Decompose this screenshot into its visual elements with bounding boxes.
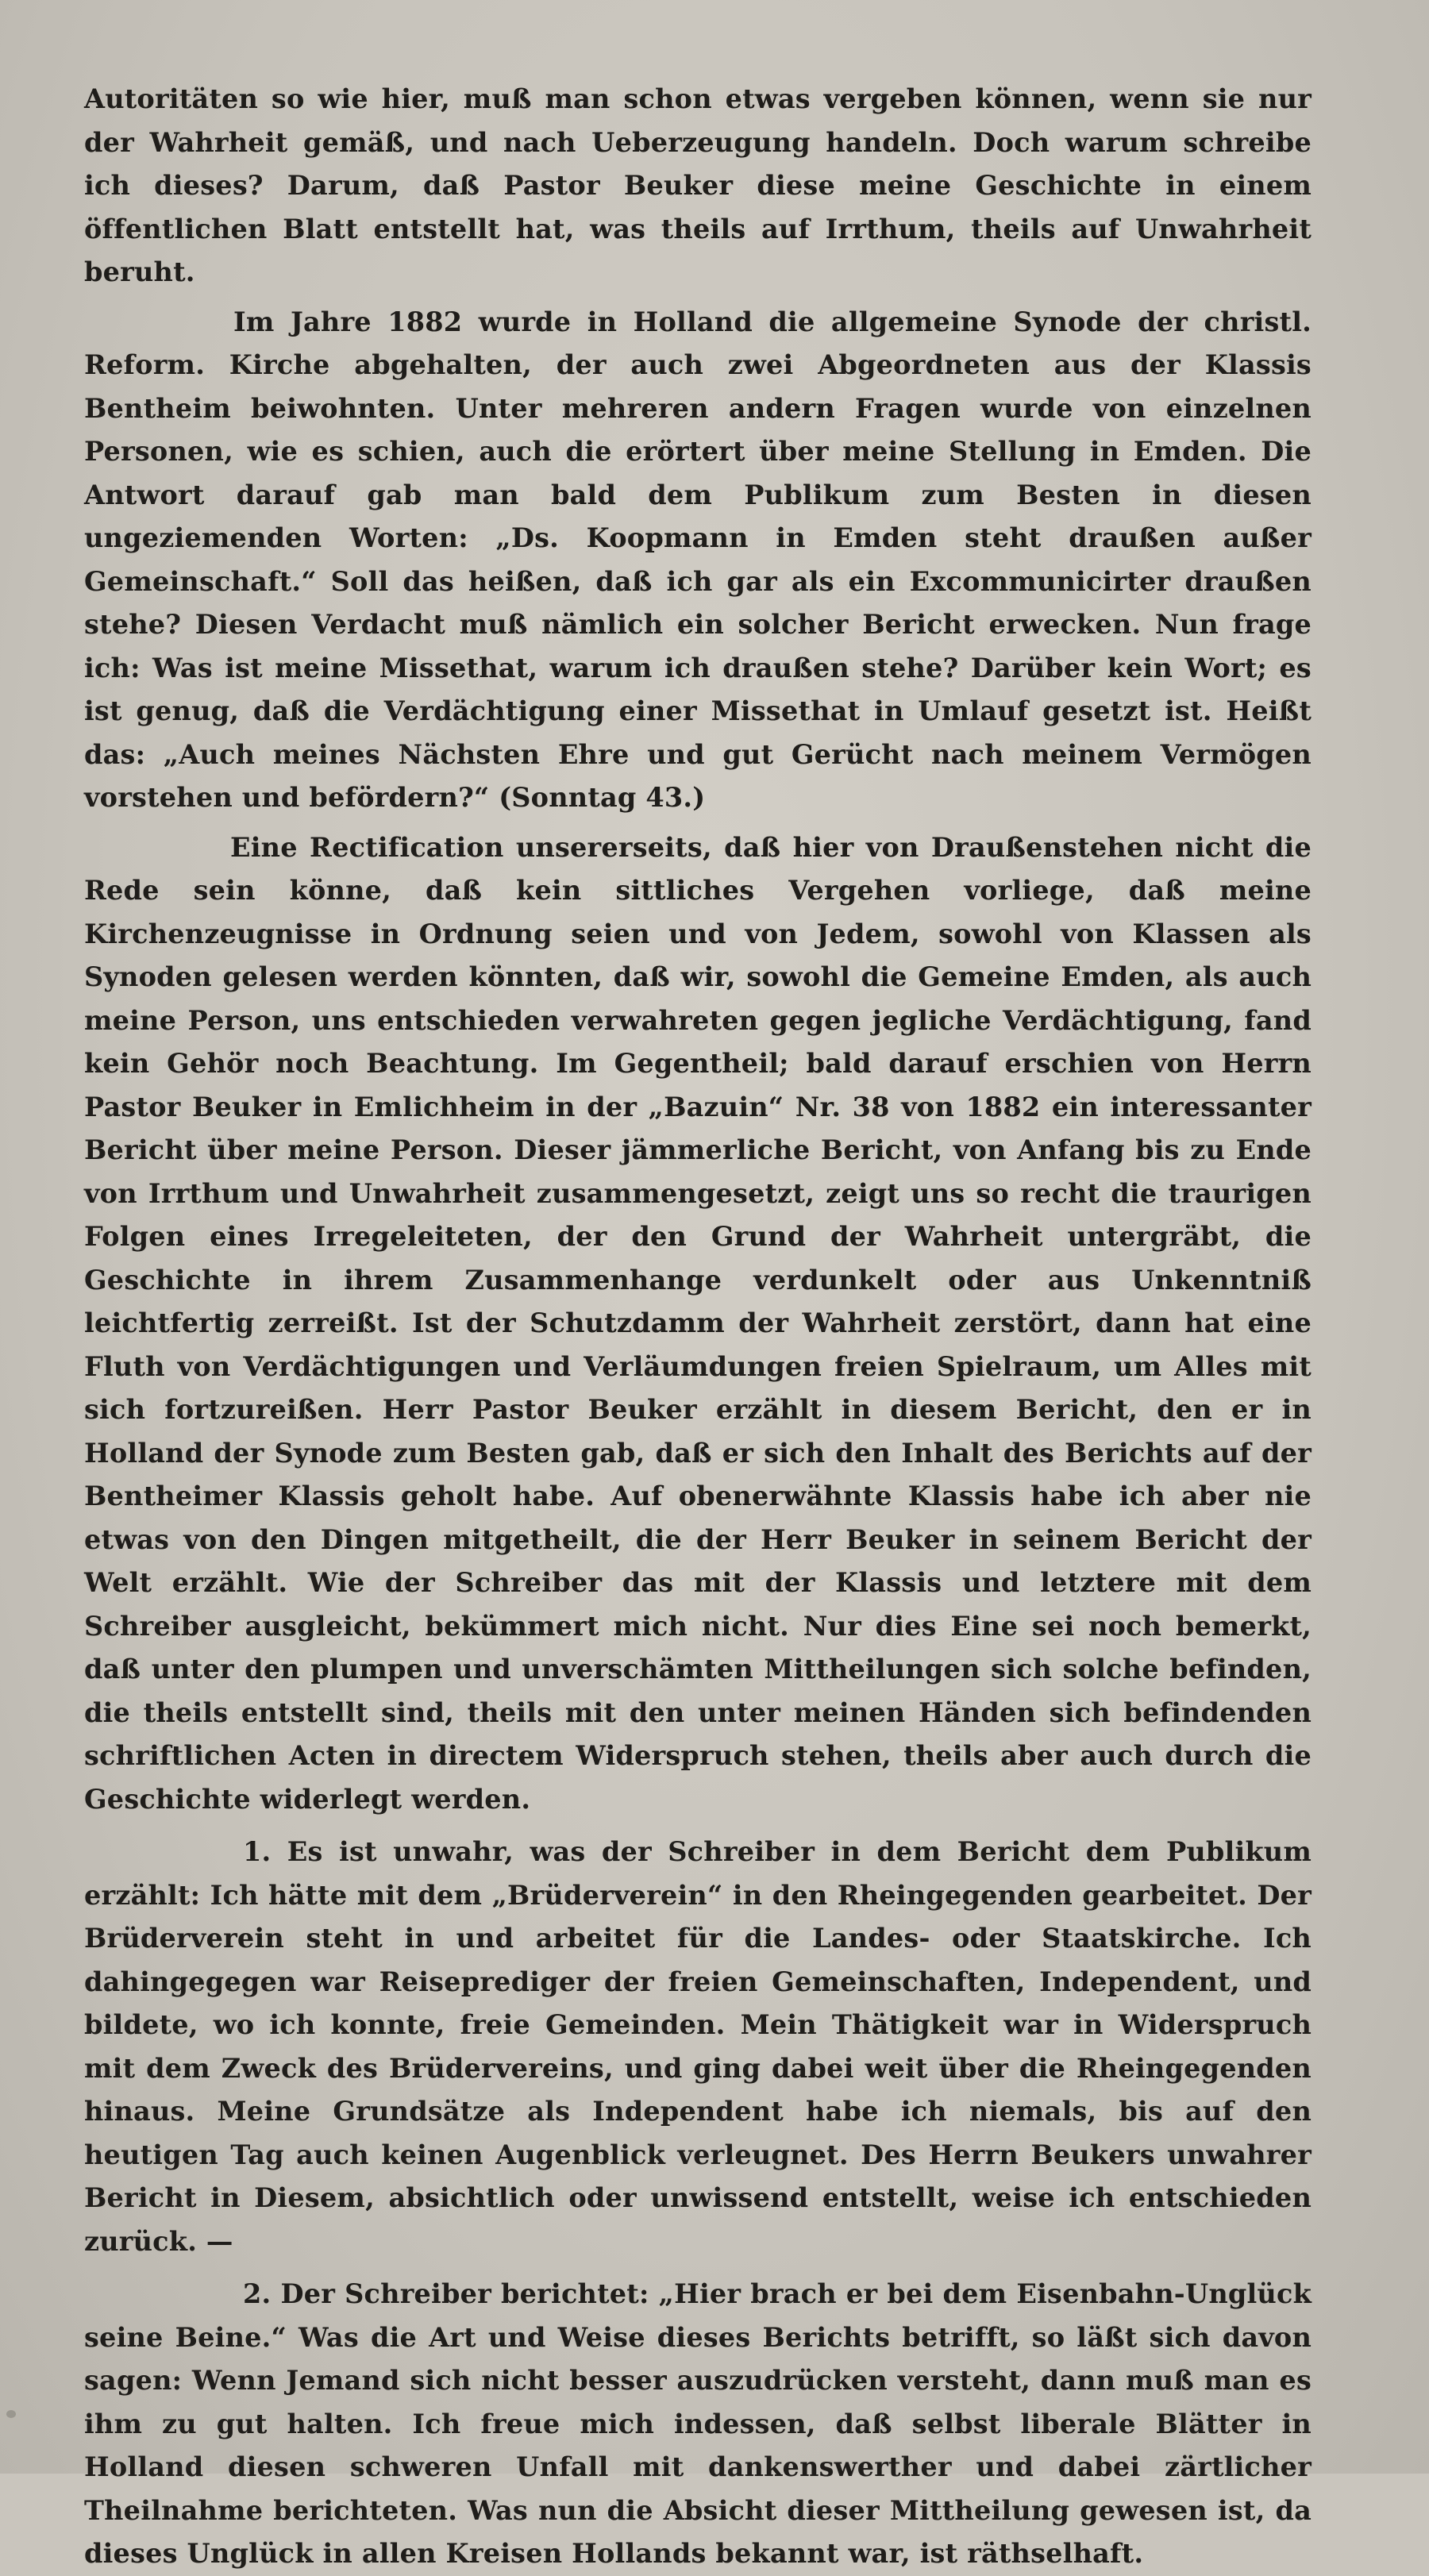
paragraph-continuation: Autoritäten so wie hier, muß man schon etwas vergeben können, wenn sie nur der Wahrheit gemäß, und nach Ueberzeugung handeln. Doch warum schreibe ich dieses? Darum, daß Pastor Beuker diese meine Geschichte in einem öffentlichen Blatt entstellt hat, was theils auf Irrthum, theils auf Unwahrheit beruht. — [84, 83, 1312, 287]
paragraph-point-2: 2. Der Schreiber berichtet: „Hier brach er bei dem Eisenbahn-Unglück seine Beine.“ Was die Art und Weise dieses Berichts betrifft, so läßt sich davon sagen: Wenn Jemand sich nicht besser auszudrücken versteht, dann muß man es ihm zu gut halten. Ich freue mich indessen, daß selbst liberale Blätter in Holland diesen schweren Unfall mit dankenswerther und dabei zärtlicher Theilnahme berichteten. Was nun die Absicht dieser Mittheilung gewesen ist, da dieses Unglück in allen Kreisen Hollands bekannt war, ist räthselhaft. — [84, 2278, 1312, 2569]
paragraph-rectification: Eine Rectification unsererseits, daß hier von Draußenstehen nicht die Rede sein könne, daß kein sittliches Vergehen vorliege, daß meine Kirchenzeugnisse in Ordnung seien und von Jedem, sowohl von Klassen als Synoden gelesen werden könnten, daß wir, sowohl die Gemeine Emden, als auch meine Person, uns entschieden verwahreten gegen jegliche Verdächtigung, fand kein Gehör noch Beachtung. Im Gegentheil; bald darauf erschien von Herrn Pastor Beuker in Emlichheim in der „Bazuin“ Nr. 38 von 1882 ein interessanter Bericht über meine Person. Dieser jämmerliche Bericht, von Anfang bis zu Ende von Irrthum und Unwahrheit zusammengesetzt, zeigt uns so recht die traurigen Folgen eines Irregeleiteten, der den Grund der Wahrheit untergräbt, die Geschichte in ihrem Zusammenhange verdunkelt oder aus Unkenntniß leichtfertig zerreißt. Ist der Schutzdamm der Wahrheit zerstört, dann hat eine Fluth von Verdächtigungen und Verläumdungen freien Spielraum, um Alles mit sich fortzureißen. Herr Pastor Beuker erzählt in diesem Bericht, den er in Holland der Synode zum Besten gab, daß er sich den Inhalt des Berichts auf der Bentheimer Klassis geholt habe. Auf obenerwähnte Klassis habe ich aber nie etwas von den Dingen mitgetheilt, die der Herr Beuker in seinem Bericht der Welt erzählt. Wie der Schreiber das mit der Klassis und letztere mit dem Schreiber ausgleicht, bekümmert mich nicht. Nur dies Eine sei noch bemerkt, daß unter den plumpen und unverschämten Mittheilungen sich solche befinden, die theils entstellt sind, theils mit den unter meinen Händen sich befindenden schriftlichen Acten in directem Widerspruch stehen, theils aber auch durch die Geschichte widerlegt werden. — [84, 831, 1312, 1815]
text-body — [84, 78, 1312, 2576]
paragraph-point-1: 1. Es ist unwahr, was der Schreiber in dem Bericht dem Publikum erzählt: Ich hätte mit dem „Brüderverein“ in den Rheingegenden gearbeitet. Der Brüderverein steht in und arbeitet für die Landes- oder Staatskirche. Ich dahingegegen war Reiseprediger der freien Gemeinschaften, Independent, und bildete, wo ich konnte, freie Gemeinden. Mein Thätigkeit war in Widerspruch mit dem Zweck des Brüdervereins, und ging dabei weit über die Rheingegenden hinaus. Meine Grundsätze als Independent habe ich niemals, bis auf den heutigen Tag auch keinen Augenblick verleugnet. Des Herrn Beukers unwahrer Bericht in Diesem, absichtlich oder unwissend entstellt, weise ich entschieden zurück. — — [84, 1836, 1312, 2257]
paragraph-synod-1882: Im Jahre 1882 wurde in Holland die allgemeine Synode der christl. Reform. Kirche abgehalten, der auch zwei Abgeordneten aus der Klassis Bentheim beiwohnten. Unter mehreren andern Fragen wurde von einzelnen Personen, wie es schien, auch die erörtert über meine Stellung in Emden. Die Antwort darauf gab man bald dem Publikum zum Besten in diesen ungeziemenden Worten: „Ds. Koopmann in Emden steht draußen außer Gemeinschaft.“ Soll das heißen, daß ich gar als ein Excommunicirter draußen stehe? Diesen Verdacht muß nämlich ein solcher Bericht erwecken. Nun frage ich: Was ist meine Missethat, warum ich draußen stehe? Darüber kein Wort; es ist genug, daß die Verdächtigung einer Missethat in Umlauf gesetzt ist. Heißt das: „Auch meines Nächsten Ehre und gut Gerücht nach meinem Vermögen vorstehen und befördern?“ (Sonntag 43.) — [84, 306, 1312, 813]
page-smudge — [6, 2410, 16, 2418]
